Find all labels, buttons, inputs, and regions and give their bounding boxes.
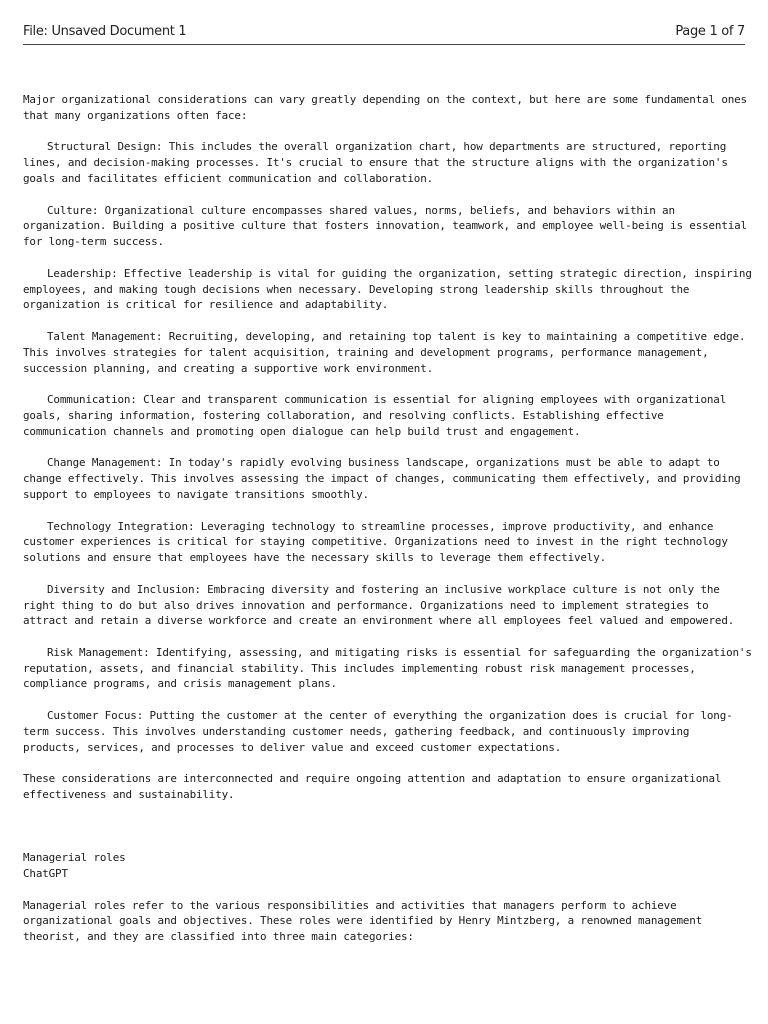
file-name-label: File: Unsaved Document 1 [23,24,187,39]
intro-paragraph: Major organizational considerations can vary greatly depending on the context, but here are some fundamental ones that many organizations often face: [23,93,747,122]
consideration-paragraph: Leadership: Effective leadership is vital for guiding the organization, setting strategic direction, inspiring employees, and making tough decisions when necessary. Developing strong leadership skills throughout the organization is critical for resilience and adaptability. [23,266,752,312]
document-header [23,22,745,45]
section-spacer [23,819,753,851]
consideration-paragraph: Technology Integration: Leveraging technology to streamline processes, improve productivity, and enhance customer experiences is critical for staying competitive. Organizations need to invest in the right technology solutions and ensure that employees have the necessary skills to leverage them effectively. [23,519,728,565]
consideration-paragraph: Risk Management: Identifying, assessing, and mitigating risks is essential for safeguarding the organization's reputation, assets, and financial stability. This includes implementing robust risk management processes, compliance programs, and crisis management plans. [23,645,752,691]
consideration-paragraph: Structural Design: This includes the overall organization chart, how departments are structured, reporting lines, and decision-making processes. It's crucial to ensure that the structure aligns with the organization's goals and facilitates efficient communication and collaboration. [23,140,728,185]
consideration-paragraph: Talent Management: Recruiting, developing, and retaining top talent is key to maintaining a competitive edge. This involves strategies for talent acquisition, training and development programs, performance management, succession planning, and creating a supportive work environment. [23,329,746,375]
document-body [23,92,753,961]
consideration-paragraph: Change Management: In today's rapidly evolving business landscape, organizations must be able to adapt to change effectively. This involves assessing the impact of changes, communicating them effectively, and providing support to employees to navigate transitions smoothly. [23,456,741,501]
section-heading [23,850,753,882]
section-source: ChatGPT [23,867,68,881]
consideration-paragraph: Culture: Organizational culture encompasses shared values, norms, beliefs, and behaviors within an organization. Building a positive culture that fosters innovation, teamwork, and employee well-being is essential for long-term success. [23,203,747,249]
section-title: Managerial roles [23,851,126,865]
consideration-paragraph: Customer Focus: Putting the customer at the center of everything the organization does is crucial for long-term success. This involves understanding customer needs, gathering feedback, and continuously improving products, services, and processes to deliver value and exceed customer expectations. [23,709,733,754]
page-number-label: Page 1 of 7 [675,24,745,39]
conclusion-paragraph: These considerations are interconnected and require ongoing attention and adaptation to ensure organizational effectiveness and sustainability. [23,772,722,802]
section-body-paragraph: Managerial roles refer to the various responsibilities and activities that managers perform to achieve organizational goals and objectives. These roles were identified by Henry Mintzberg, a renowned management theorist, and they are classified into three main categories: [23,898,703,944]
consideration-paragraph: Diversity and Inclusion: Embracing diversity and fostering an inclusive workplace culture is not only the right thing to do but also drives innovation and performance. Organizations need to implement strategies to attract and retain a diverse workforce and create an environment where all employees feel valued and empowered. [23,582,735,628]
consideration-paragraph: Communication: Clear and transparent communication is essential for aligning employees with organizational goals, sharing information, fostering collaboration, and resolving conflicts. Establishing effective communication channels and promoting open dialogue can help build trust and engagement. [23,393,727,438]
